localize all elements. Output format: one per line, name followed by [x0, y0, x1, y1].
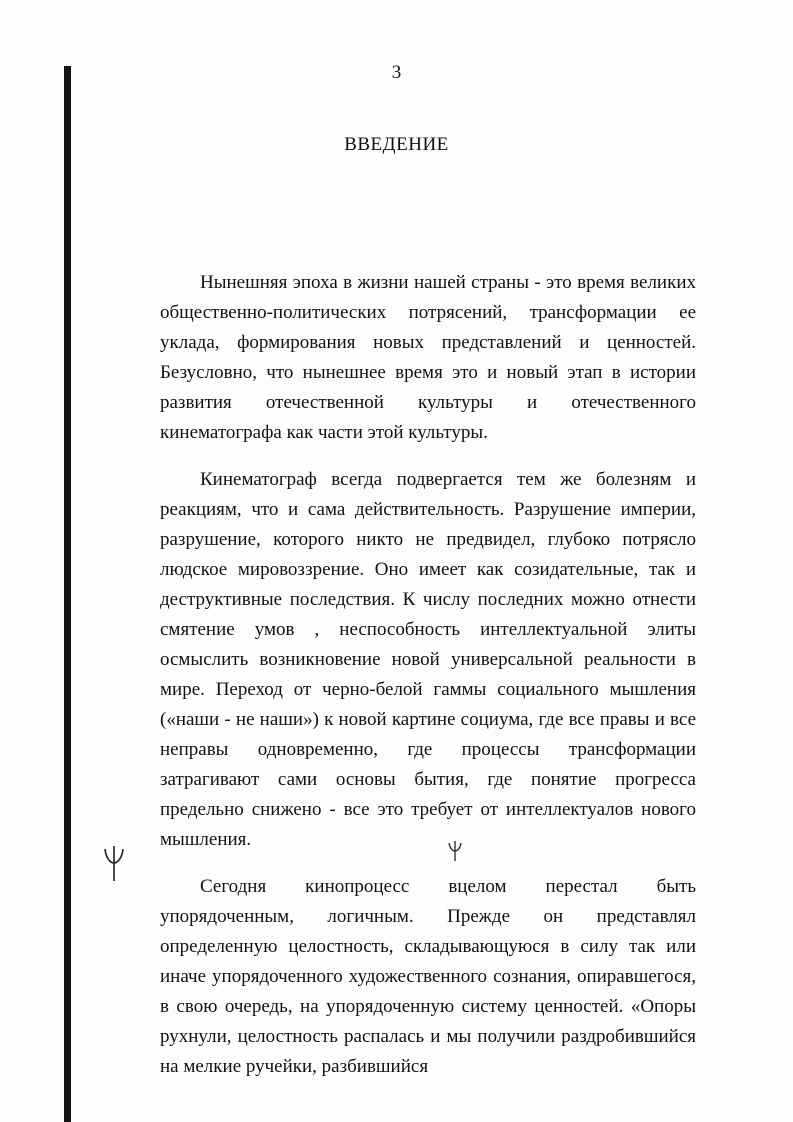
paragraph-1: Нынешняя эпоха в жизни нашей страны - это время великих общественно-политических потрясений, трансформации ее уклада, формирования новых представлений и ценностей. Безусловно, что нынешнее время это и новый этап в истории развития отечественной культуры и отечественного кинематографа как части этой культуры. — [160, 272, 696, 443]
paragraph-3: Сегодня кинопроцесс вцелом перестал быть упорядоченным, логичным. Прежде он представлял определенную целостность, складывающуюся в силу так или иначе упорядоченного художественного сознания, опиравшегося, в свою очередь, на упорядоченную систему ценностей. «Опоры рухнули, целостность распалась и мы получили раздробившийся на мелкие ручейки, разбившийся — [160, 876, 696, 1077]
handwritten-margin-mark-icon — [102, 843, 126, 883]
paragraph-2: Кинематограф всегда подвергается тем же болезням и реакциям, что и сама действительность. Разрушение империи, разрушение, которого никто не предвидел, глубоко потрясло людское мировоззрение. Оно имеет как созидательные, так и деструктивные последствия. К числу последних можно отнести смятение умов , неспособность интеллектуальной элиты осмыслить возникновение новой универсальной реальности в мире. Переход от черно-белой гаммы социального мышления («наши - не наши») к новой картине социума, где все правы и все неправы одновременно, где процессы трансформации затрагивают сами основы бытия, где понятие прогресса предельно снижено - все это требует от интеллектуалов нового мышления. — [160, 469, 696, 850]
body-text — [160, 268, 696, 1099]
handwritten-inline-mark-icon — [447, 840, 463, 862]
scan-shadow-edge — [64, 66, 71, 1122]
page-number: 3 — [391, 62, 402, 83]
page-title: ВВЕДЕНИЕ — [344, 134, 449, 155]
